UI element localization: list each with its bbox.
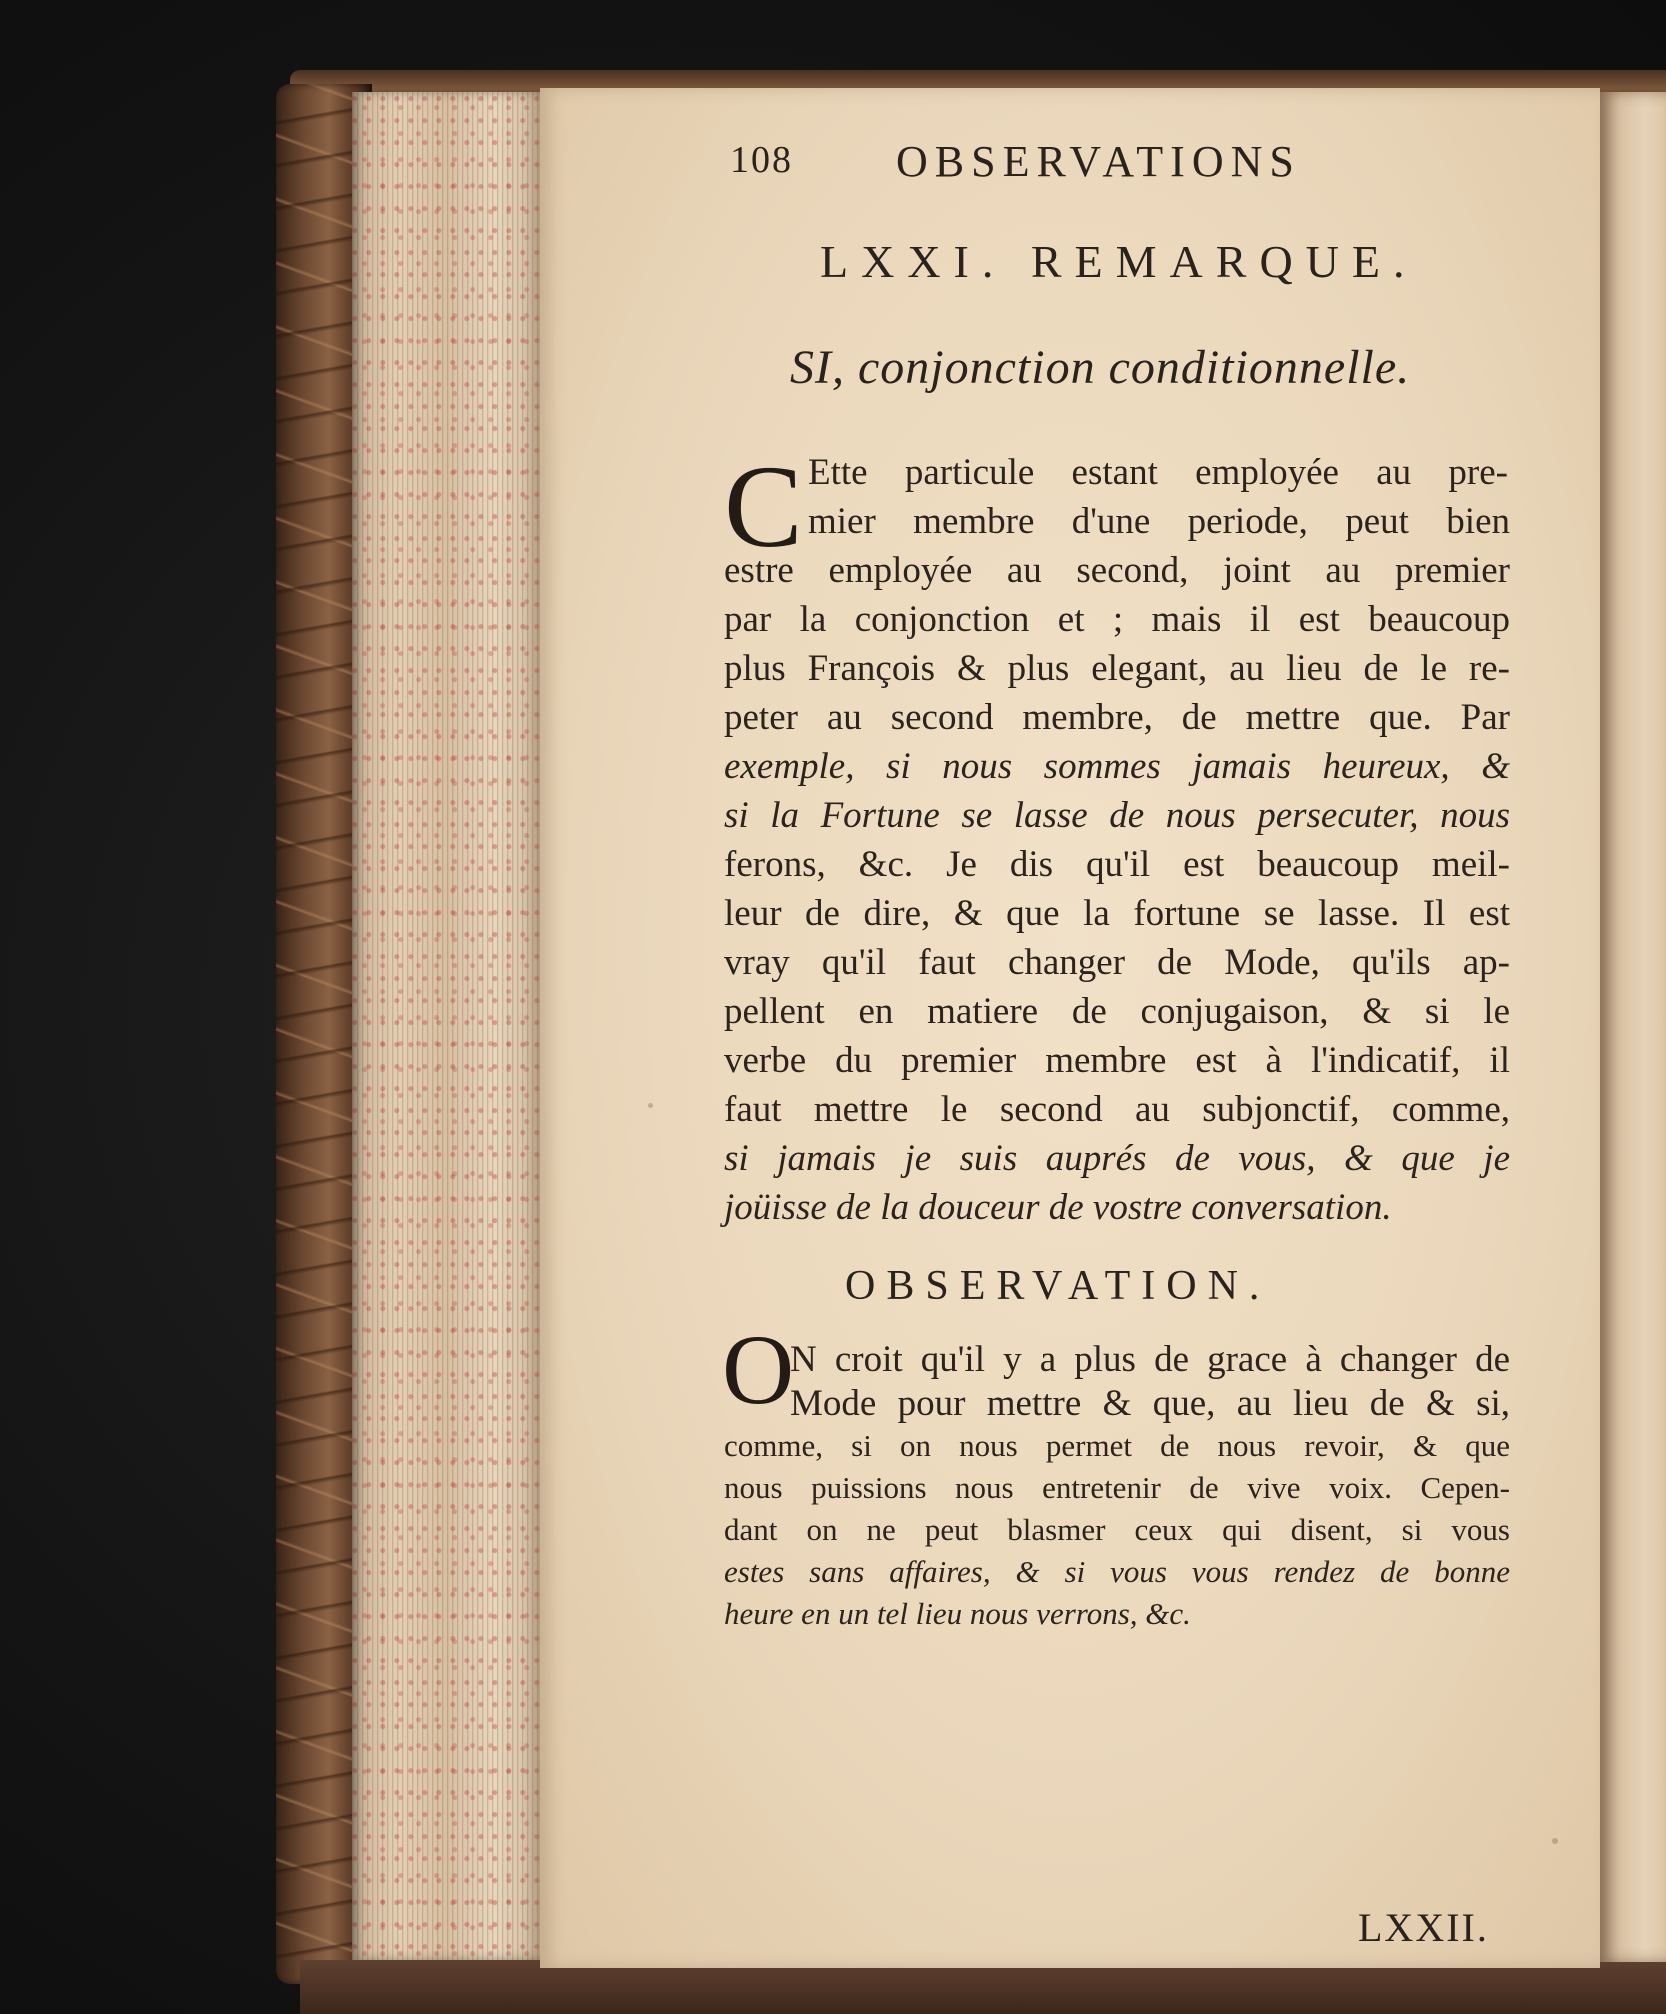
observation-line: dant on ne peut blasmer ceux qui disent, si vous: [724, 1512, 1510, 1547]
remark-line: peter au second membre, de mettre que. Par: [724, 697, 1510, 738]
remark-line: si jamais je suis auprés de vous, & que je: [724, 1138, 1510, 1179]
section-title: SI, conjonction conditionnelle.: [790, 341, 1411, 394]
observation-line: comme, si on nous permet de nous revoir, & que: [724, 1428, 1510, 1463]
catchword: LXXII.: [1358, 1905, 1489, 1950]
remark-line: plus François & plus elegant, au lieu de le re-: [724, 648, 1510, 689]
observation-line: N croit qu'il y a plus de grace à changer de: [790, 1339, 1510, 1380]
drop-cap-observation: O: [722, 1314, 795, 1425]
remark-line: ferons, &c. Je dis qu'il est beaucoup meil-: [724, 844, 1510, 885]
remark-line: joüisse de la douceur de vostre conversation.: [724, 1187, 1392, 1228]
facing-page-gutter: [1596, 92, 1666, 1962]
remark-line: faut mettre le second au subjonctif, comme,: [724, 1089, 1510, 1130]
page-spot: [1552, 1838, 1558, 1844]
remark-line: pellent en matiere de conjugaison, & si le: [724, 991, 1510, 1032]
remark-line: verbe du premier membre est à l'indicatif, il: [724, 1040, 1510, 1081]
remark-line: estre employée au second, joint au premier: [724, 550, 1510, 591]
remark-line: Ette particule estant employée au pre-: [808, 452, 1508, 493]
remark-line: mier membre d'une periode, peut bien: [808, 501, 1510, 542]
observation-line: heure en un tel lieu nous verrons, &c.: [724, 1596, 1191, 1631]
page-block-edges: [352, 92, 542, 1960]
remark-line: vray qu'il faut changer de Mode, qu'ils ap-: [724, 942, 1510, 983]
page-number: 108: [730, 139, 793, 181]
drop-cap-remark: C: [724, 441, 803, 572]
running-head: OBSERVATIONS: [896, 137, 1301, 186]
observation-line: Mode pour mettre & que, au lieu de & si,: [790, 1383, 1510, 1424]
remark-heading: LXXI. REMARQUE.: [820, 236, 1418, 287]
remark-line: si la Fortune se lasse de nous persecuter, nous: [724, 795, 1510, 836]
remark-line: par la conjonction et ; mais il est beaucoup: [724, 599, 1510, 640]
observation-line: nous puissions nous entretenir de vive voix. Cepen-: [724, 1470, 1510, 1505]
page-spot: [648, 1103, 653, 1108]
observation-line: estes sans affaires, & si vous vous rendez de bonne: [724, 1554, 1510, 1589]
book-cover-bottom: [300, 1960, 1666, 2014]
remark-line: leur de dire, & que la fortune se lasse. Il est: [724, 893, 1510, 934]
remark-line: exemple, si nous sommes jamais heureux, &: [724, 746, 1510, 787]
observation-heading: OBSERVATION.: [845, 1263, 1271, 1309]
